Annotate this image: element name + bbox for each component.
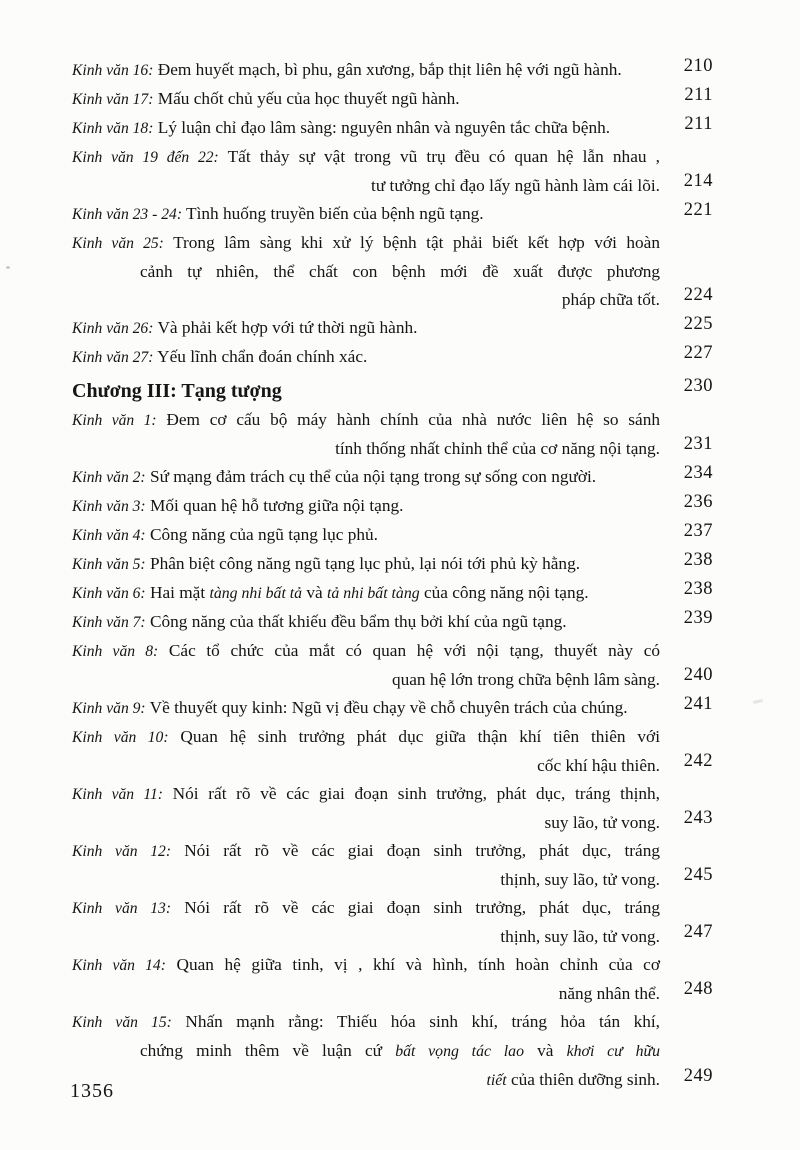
entry-text [72,1008,660,1095]
entry-label: Kinh văn 25: [72,235,164,252]
entry-segment: Các tổ chức của mắt có quan hệ với nội tạng, thuyết này có [168,641,660,660]
entry-line [72,637,660,666]
entry-segment: của công năng nội tạng. [419,583,589,602]
page-number: 239 [683,608,713,628]
entry-line [72,85,660,114]
entry-label: Kinh văn 15: [72,1014,172,1031]
page-number: 236 [683,492,713,512]
entry-segment: cảnh tự nhiên, thể chất con bệnh mới đề xuất được phương [140,262,660,281]
entry-text [72,343,660,372]
entry-label: Kinh văn 12: [72,843,172,860]
toc-entry [72,894,713,951]
toc-entry [72,837,713,894]
page-number: 238 [683,579,713,599]
page-number: 241 [683,694,713,714]
page-number: 227 [683,343,713,363]
entry-label: Kinh văn 10: [72,729,169,746]
entry-line [72,343,660,372]
entry-label: Kinh văn 17: [72,91,154,108]
entry-line [72,492,660,521]
toc-entry [72,637,713,694]
toc-entry [72,1008,713,1095]
entry-segment: và [302,583,328,602]
entry-segment: Nhấn mạnh rằng: Thiếu hóa sinh khí, tráng hỏa tán khí, [185,1012,660,1031]
toc-entry [72,314,713,343]
entry-line [72,1008,660,1037]
entry-label: Kinh văn 9: [72,700,146,717]
entry-label: Kinh văn 2: [72,469,146,486]
entry-text [72,951,660,1008]
page-number: 234 [683,463,713,483]
page-number: 243 [683,808,713,828]
entry-line [72,923,660,951]
page-number: 245 [683,865,713,885]
page-number: 214 [683,171,713,191]
entry-segment: Nói rất rõ về các giai đoạn sinh trưởng, phát dục, tráng [184,841,660,860]
entry-segment: suy lão, tử vong. [544,813,660,832]
entry-term-italic: tiết [486,1072,507,1089]
entry-text [72,114,660,143]
toc-entry [72,143,713,200]
page-number: 242 [683,751,713,771]
entry-segment: Phân biệt công năng ngũ tạng lục phủ, lại nói tới phủ kỳ hằng. [149,554,581,573]
toc-entry [72,114,713,143]
entry-line [72,172,660,200]
page-number: 224 [683,285,713,305]
toc-entry [72,780,713,837]
entry-line [72,406,660,435]
entry-text [72,894,660,951]
entry-segment: Lý luận chỉ đạo lâm sàng: nguyên nhân và nguyên tắc chữa bệnh. [157,118,611,137]
entry-line [72,894,660,923]
entry-segment: của thiên dưỡng sinh. [506,1070,660,1089]
entry-text [72,229,660,314]
entry-label: Kinh văn 23 - 24: [72,206,183,223]
toc-entry [72,694,713,723]
entry-text [72,463,660,492]
toc-entry [72,492,713,521]
entry-segment: Mối quan hệ hỗ tương giữa nội tạng. [149,496,404,515]
entry-segment: Công năng của ngũ tạng lục phủ. [149,525,378,544]
section-heading-row [72,377,713,405]
entry-line [72,780,660,809]
toc-entry [72,56,713,85]
entry-line [72,258,660,286]
entry-segment: Về thuyết quy kinh: Ngũ vị đều chạy về chỗ chuyên trách của chúng. [149,698,628,717]
entry-text [72,521,660,550]
entry-segment: Yếu lĩnh chẩn đoán chính xác. [157,347,368,366]
entry-text [72,694,660,723]
table-of-contents [72,56,713,1095]
entry-line [72,521,660,550]
entry-line [72,723,660,752]
entry-segment: Đem cơ cấu bộ máy hành chính của nhà nước liên hệ so sánh [166,410,660,429]
page-number: 249 [683,1066,713,1086]
page-number: 240 [683,665,713,685]
footer-page-number: 1356 [70,1080,114,1102]
entry-label: Kinh văn 5: [72,556,146,573]
entry-line [72,200,660,229]
entry-line [72,435,660,463]
entry-label: Kinh văn 18: [72,120,154,137]
toc-entry [72,229,713,314]
page-number: 230 [683,376,713,396]
entry-text [72,492,660,521]
entry-text [72,56,660,85]
toc-entry [72,343,713,372]
entry-label: Kinh văn 27: [72,349,154,366]
entry-label: Kinh văn 26: [72,320,154,337]
toc-entry [72,406,713,463]
entry-segment: Nói rất rõ về các giai đoạn sinh trưởng, phát dục, tráng [184,898,660,917]
entry-segment: năng nhân thể. [558,984,660,1003]
page-number: 231 [683,434,713,454]
entry-segment: Hai mặt [149,583,210,602]
entry-text [72,579,660,608]
toc-entry [72,85,713,114]
toc-entry [72,200,713,229]
page-number: 237 [683,521,713,541]
entry-segment: pháp chữa tốt. [561,290,660,309]
page-number: 211 [684,85,713,105]
entry-line [72,579,660,608]
entry-segment: Tình huống truyền biến của bệnh ngũ tạng. [186,204,484,223]
toc-entry [72,608,713,637]
page-number: 225 [683,314,713,334]
entry-term-italic: tàng nhi bất tả [209,585,303,602]
entry-segment: chứng minh thêm về luận cứ [140,1041,396,1060]
entry-line [72,752,660,780]
entry-line [72,56,660,85]
entry-segment: Mấu chốt chủ yếu của học thuyết ngũ hành. [157,89,460,108]
toc-entry [72,550,713,579]
entry-text [72,314,660,343]
entry-segment: Đem huyết mạch, bì phu, gân xương, bắp thịt liên hệ với ngũ hành. [157,60,622,79]
entry-line [72,229,660,258]
entry-text [72,780,660,837]
entry-segment: Tất thảy sự vật trong vũ trụ đều có quan hệ lẫn nhau , [227,147,661,166]
entry-segment: và [523,1041,567,1060]
entry-text [72,550,660,579]
entry-line [72,1066,660,1095]
entry-segment: Quan hệ sinh trưởng phát dục giữa thận khí tiên thiên với [180,727,660,746]
page-number: 211 [684,114,713,134]
entry-line [72,694,660,723]
entry-line [72,866,660,894]
scan-speck-artifact [6,266,10,269]
toc-entry [72,951,713,1008]
entry-term-italic: tả nhi bất tàng [327,585,420,602]
entry-line [72,951,660,980]
entry-text [72,723,660,780]
entry-line [72,1037,660,1066]
entry-line [72,143,660,172]
entry-line [72,837,660,866]
entry-label: Kinh văn 11: [72,786,163,803]
entry-label: Kinh văn 3: [72,498,146,515]
entry-label: Kinh văn 7: [72,614,146,631]
entry-segment: cốc khí hậu thiên. [537,756,660,775]
entry-label: Kinh văn 6: [72,585,146,602]
entry-segment: tính thống nhất chỉnh thể của cơ năng nội tạng. [335,439,660,458]
entry-segment: Nói rất rõ về các giai đoạn sinh trưởng, phát dục, tráng thịnh, [172,784,660,803]
page-number: 247 [683,922,713,942]
entry-text [72,837,660,894]
entry-label: Kinh văn 4: [72,527,146,544]
entry-text [72,200,660,229]
entry-label: Kinh văn 19 đến 22: [72,149,219,166]
section-heading: Chương III: Tạng tượng [72,380,282,402]
toc-entry [72,463,713,492]
entry-term-italic: khơi cư hữu [566,1043,660,1060]
entry-line [72,809,660,837]
entry-label: Kinh văn 8: [72,643,159,660]
page-number: 210 [683,56,713,76]
entry-segment: thịnh, suy lão, tử vong. [500,927,660,946]
page-number: 221 [683,200,713,220]
entry-line [72,463,660,492]
scan-smudge-artifact [753,699,763,704]
entry-segment: Trong lâm sàng khi xử lý bệnh tật phải biết kết hợp với hoàn [173,233,660,252]
entry-segment: Và phải kết hợp với tứ thời ngũ hành. [157,318,418,337]
entry-segment: thịnh, suy lão, tử vong. [500,870,660,889]
entry-segment: tư tưởng chỉ đạo lấy ngũ hành làm cái lõi. [371,176,660,195]
entry-text [72,608,660,637]
entry-label: Kinh văn 1: [72,412,157,429]
entry-line [72,666,660,694]
page-number: 248 [683,979,713,999]
entry-label: Kinh văn 13: [72,900,172,917]
toc-entry [72,521,713,550]
entry-segment: Sứ mạng đảm trách cụ thể của nội tạng trong sự sống con người. [149,467,597,486]
entry-text [72,637,660,694]
entry-label: Kinh văn 16: [72,62,154,79]
toc-entry [72,579,713,608]
entry-term-italic: bất vọng tác lao [395,1043,524,1060]
entry-text [72,406,660,463]
entry-line [72,550,660,579]
toc-entry [72,723,713,780]
entry-segment: quan hệ lớn trong chữa bệnh lâm sàng. [391,670,660,689]
entry-segment: Công năng của thất khiếu đều bẩm thụ bởi khí của ngũ tạng. [149,612,567,631]
entry-label: Kinh văn 14: [72,957,166,974]
entry-text [72,85,660,114]
entry-line [72,608,660,637]
entry-line [72,980,660,1008]
entry-line [72,314,660,343]
entry-text [72,143,660,200]
entry-line [72,114,660,143]
page-number: 238 [683,550,713,570]
entry-line [72,286,660,314]
entry-segment: Quan hệ giữa tinh, vị , khí và hình, tính hoàn chỉnh của cơ [176,955,660,974]
